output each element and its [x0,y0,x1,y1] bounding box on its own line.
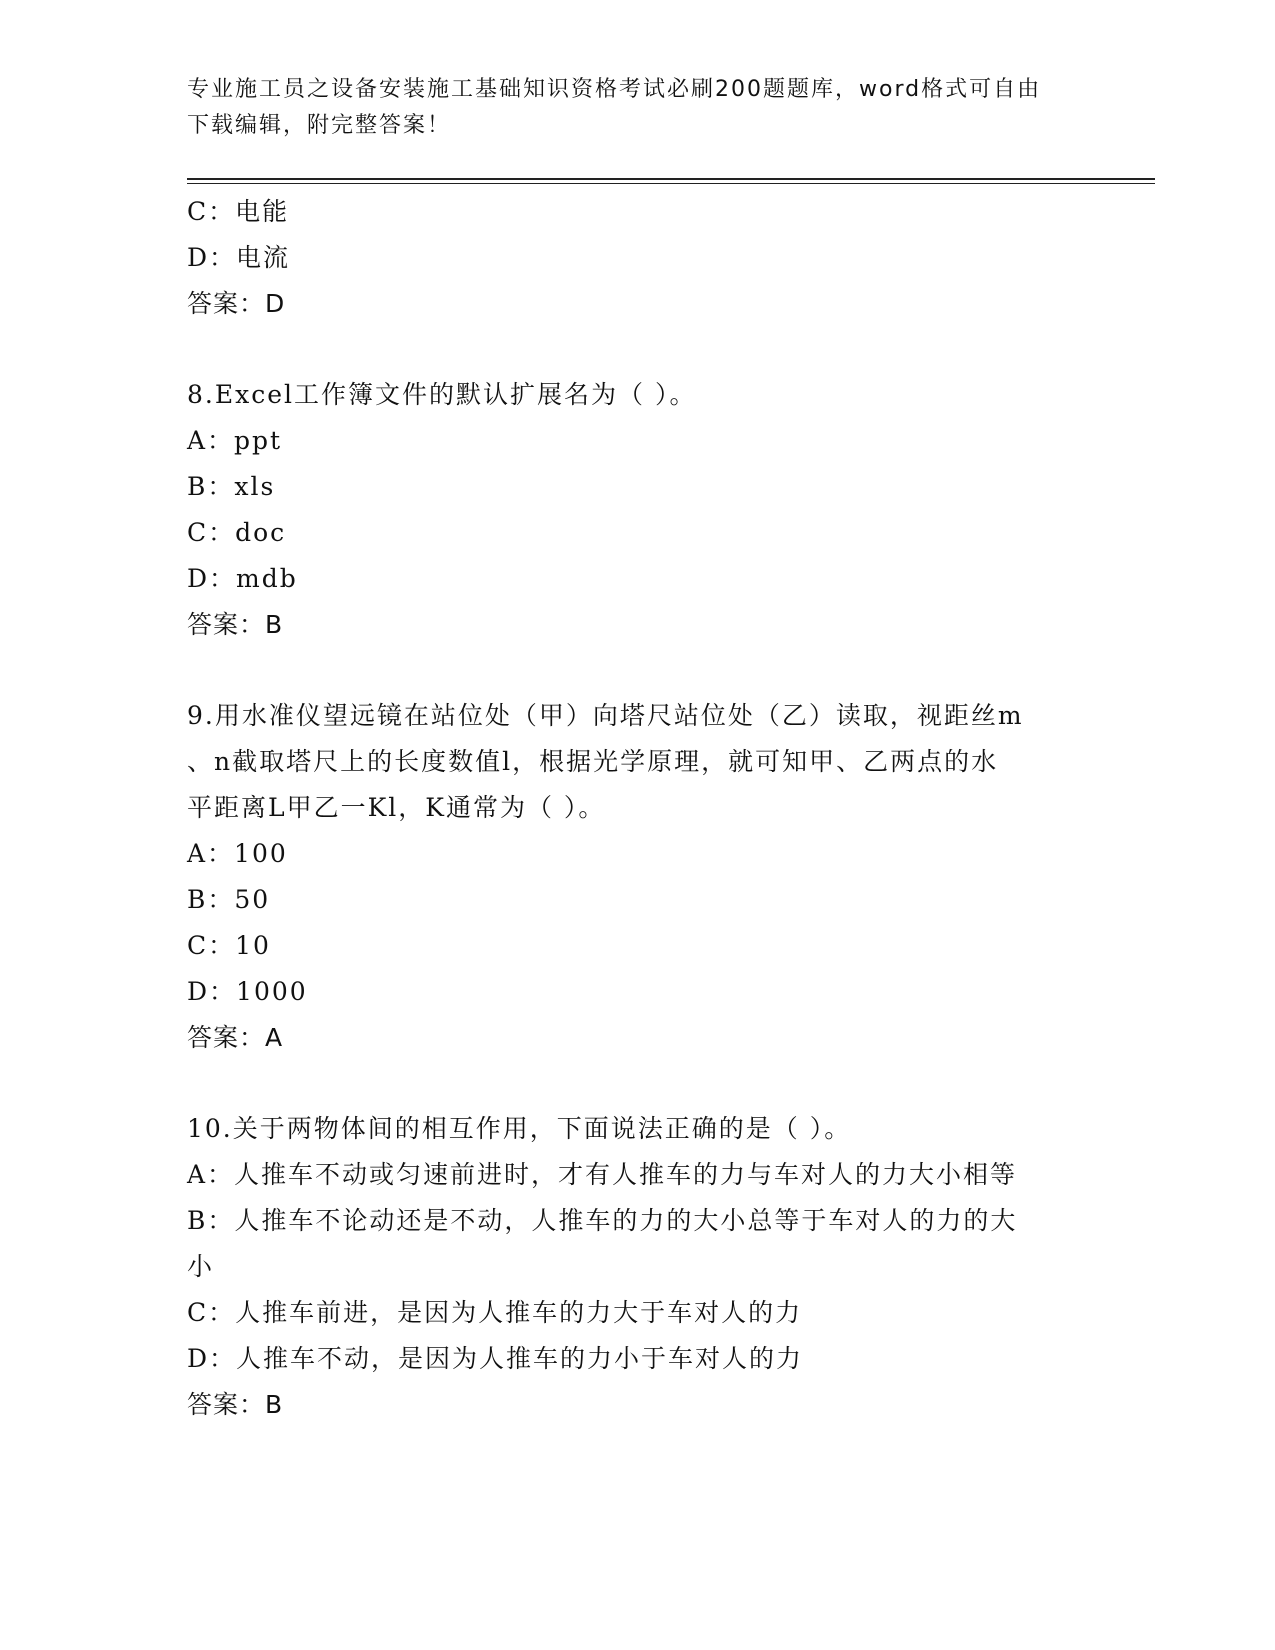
question-text-line-2: 、n截取塔尺上的长度数值l，根据光学原理，就可知甲、乙两点的水 [187,747,999,776]
option-c: C：doc [187,518,287,547]
header-line-2: 下载编辑，附完整答案！ [187,113,452,138]
option-c: C：人推车前进，是因为人推车的力大于车对人的力 [187,1298,803,1327]
document-header [187,72,1087,144]
header-rule-thin [187,183,1155,184]
option-b: B：人推车不论动还是不动，人推车的力的大小总等于车对人的力的大 [187,1206,1018,1235]
question-10 [187,1106,1087,1428]
previous-question [187,189,1087,327]
header-line-1: 专业施工员之设备安装施工基础知识资格考试必刷200题题库，word格式可自由 [187,77,1042,102]
option-c: C：10 [187,931,271,960]
question-9 [187,693,1087,1061]
answer-line: 答案：A [187,1023,284,1052]
option-d: D：mdb [187,564,298,593]
option-d: D：1000 [187,977,308,1006]
option-d: D：人推车不动，是因为人推车的力小于车对人的力 [187,1344,804,1373]
option-a: A：100 [187,839,288,868]
spacer [187,327,1087,372]
question-text: 10.关于两物体间的相互作用，下面说法正确的是（ ）。 [187,1114,852,1143]
option-a: A：人推车不动或匀速前进时，才有人推车的力与车对人的力大小相等 [187,1160,1018,1189]
option-b: B：xls [187,472,276,501]
question-text-line-3: 平距离L甲乙一Kl，K通常为（ ）。 [187,793,606,822]
option-d: D：电流 [187,243,291,272]
question-8 [187,372,1087,648]
option-a: A：ppt [187,426,283,455]
option-b: B：50 [187,885,271,914]
option-b-continued: 小 [187,1252,215,1281]
answer-line: 答案：D [187,289,286,318]
option-c: C：电能 [187,197,290,226]
question-content [187,189,1087,1428]
answer-line: 答案：B [187,610,284,639]
question-text-line-1: 9.用水准仪望远镜在站位处（甲）向塔尺站位处（乙）读取，视距丝m [187,701,1024,730]
header-rule-thick [187,178,1155,180]
spacer [187,648,1087,693]
question-text: 8.Excel工作簿文件的默认扩展名为（ ）。 [187,380,697,409]
spacer [187,1061,1087,1106]
answer-line: 答案：B [187,1390,284,1419]
